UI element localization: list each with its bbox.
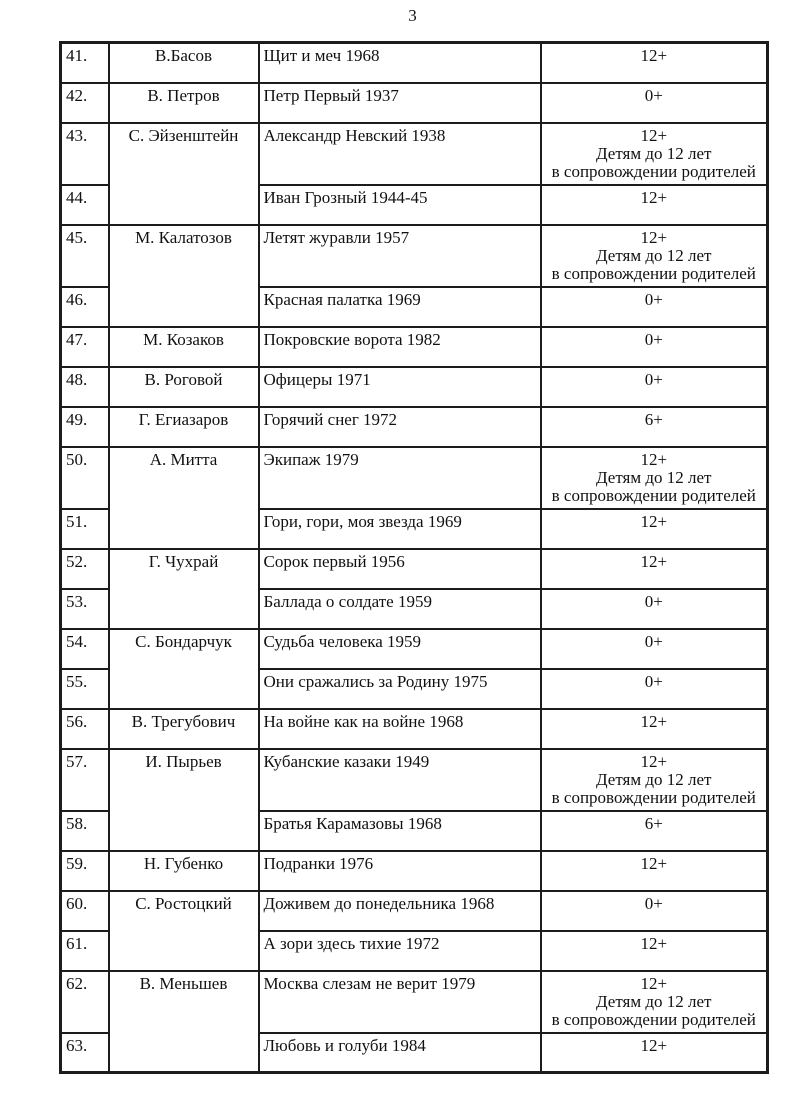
rating-cell [541,407,768,447]
film-title-cell: На войне как на войне 1968 [259,709,541,749]
document-page [59,0,766,1074]
rating-line: 0+ [644,289,663,309]
row-number-cell: 61. [61,931,109,971]
film-title-cell: Горячий снег 1972 [259,407,541,447]
film-title-cell: Петр Первый 1937 [259,83,541,123]
row-number-cell: 60. [61,891,109,931]
row-number-cell: 53. [61,589,109,629]
row-number-cell: 57. [61,749,109,811]
rating-cell [541,83,768,123]
row-number-cell: 42. [61,83,109,123]
row-number-cell: 47. [61,327,109,367]
table-row [61,123,768,185]
director-cell: В. Трегубович [109,709,259,749]
table-row [61,549,768,589]
director-cell: М. Козаков [109,327,259,367]
rating-cell [541,891,768,931]
rating-line: 0+ [644,591,663,611]
table-row [61,367,768,407]
rating-line: Детям до 12 лет [596,467,712,487]
row-number-cell: 41. [61,43,109,83]
row-number-cell: 63. [61,1033,109,1073]
film-title-cell: Гори, гори, моя звезда 1969 [259,509,541,549]
film-title-cell: Любовь и голуби 1984 [259,1033,541,1073]
rating-line: 12+ [640,187,668,207]
rating-line: 6+ [644,813,663,833]
rating-cell [541,709,768,749]
page-number: 3 [408,6,417,25]
rating-line: Детям до 12 лет [596,245,712,265]
director-cell: С. Бондарчук [109,629,259,709]
rating-line: 0+ [644,85,663,105]
rating-line: 12+ [640,751,668,771]
table-row [61,407,768,447]
rating-line: 6+ [644,409,663,429]
row-number-cell: 55. [61,669,109,709]
director-cell: М. Калатозов [109,225,259,327]
film-title-cell: Кубанские казаки 1949 [259,749,541,811]
film-title-cell: Братья Карамазовы 1968 [259,811,541,851]
rating-cell [541,589,768,629]
film-title-cell: А зори здесь тихие 1972 [259,931,541,971]
table-row [61,891,768,931]
film-title-cell: Подранки 1976 [259,851,541,891]
director-cell: В. Роговой [109,367,259,407]
row-number-cell: 62. [61,971,109,1033]
film-title-cell: Экипаж 1979 [259,447,541,509]
table-row [61,225,768,287]
rating-cell [541,931,768,971]
table-row [61,629,768,669]
rating-cell [541,185,768,225]
rating-line: 12+ [640,711,668,731]
table-row [61,327,768,367]
table-row [61,709,768,749]
director-cell: С. Ростоцкий [109,891,259,971]
film-title-cell: Красная палатка 1969 [259,287,541,327]
rating-line: в сопровождении родителей [551,1009,756,1029]
film-title-cell: Москва слезам не верит 1979 [259,971,541,1033]
rating-cell [541,549,768,589]
row-number-cell: 54. [61,629,109,669]
table-row [61,971,768,1033]
director-cell: Н. Губенко [109,851,259,891]
rating-line: Детям до 12 лет [596,769,712,789]
rating-line: 0+ [644,329,663,349]
film-title-cell: Летят журавли 1957 [259,225,541,287]
row-number-cell: 56. [61,709,109,749]
rating-line: 0+ [644,893,663,913]
director-cell: В. Меньшев [109,971,259,1073]
rating-line: 12+ [640,227,668,247]
row-number-cell: 51. [61,509,109,549]
rating-line: 12+ [640,511,668,531]
rating-line: 12+ [640,125,668,145]
table-row [61,749,768,811]
table-row [61,851,768,891]
rating-cell [541,749,768,811]
rating-line: 12+ [640,1035,668,1055]
director-cell: Г. Чухрай [109,549,259,629]
director-cell: Г. Егиазаров [109,407,259,447]
rating-line: 12+ [640,551,668,571]
film-title-cell: Баллада о солдате 1959 [259,589,541,629]
row-number-cell: 58. [61,811,109,851]
film-title-cell: Покровские ворота 1982 [259,327,541,367]
rating-cell [541,123,768,185]
rating-cell [541,629,768,669]
rating-line: в сопровождении родителей [551,787,756,807]
film-title-cell: Сорок первый 1956 [259,549,541,589]
rating-cell [541,851,768,891]
film-title-cell: Доживем до понедельника 1968 [259,891,541,931]
rating-line: Детям до 12 лет [596,991,712,1011]
rating-cell [541,447,768,509]
row-number-cell: 50. [61,447,109,509]
film-title-cell: Судьба человека 1959 [259,629,541,669]
row-number-cell: 44. [61,185,109,225]
director-cell: В.Басов [109,43,259,83]
rating-line: 0+ [644,631,663,651]
rating-cell [541,811,768,851]
rating-line: 12+ [640,46,668,65]
rating-line: в сопровождении родителей [551,485,756,505]
table-row [61,83,768,123]
rating-cell [541,367,768,407]
director-cell: С. Эйзенштейн [109,123,259,225]
rating-cell [541,669,768,709]
rating-cell [541,287,768,327]
rating-cell [541,43,768,83]
films-table [59,41,769,1074]
rating-line: 12+ [640,449,668,469]
rating-cell [541,327,768,367]
row-number-cell: 46. [61,287,109,327]
rating-line: в сопровождении родителей [551,263,756,283]
rating-line: 12+ [640,933,668,953]
row-number-cell: 45. [61,225,109,287]
rating-cell [541,1033,768,1073]
rating-line: 0+ [644,369,663,389]
film-title-cell: Александр Невский 1938 [259,123,541,185]
film-title-cell: Они сражались за Родину 1975 [259,669,541,709]
row-number-cell: 52. [61,549,109,589]
row-number-cell: 48. [61,367,109,407]
table-row [61,447,768,509]
director-cell: И. Пырьев [109,749,259,851]
director-cell: В. Петров [109,83,259,123]
row-number-cell: 59. [61,851,109,891]
director-cell: А. Митта [109,447,259,549]
row-number-cell: 43. [61,123,109,185]
rating-line: 12+ [640,973,668,993]
rating-cell [541,509,768,549]
film-title-cell: Офицеры 1971 [259,367,541,407]
rating-cell [541,971,768,1033]
rating-cell [541,225,768,287]
rating-line: 12+ [640,853,668,873]
row-number-cell: 49. [61,407,109,447]
rating-line: Детям до 12 лет [596,143,712,163]
film-title-cell: Щит и меч 1968 [259,43,541,83]
rating-line: 0+ [644,671,663,691]
table-row [61,43,768,83]
rating-line: в сопровождении родителей [551,161,756,181]
film-title-cell: Иван Грозный 1944-45 [259,185,541,225]
